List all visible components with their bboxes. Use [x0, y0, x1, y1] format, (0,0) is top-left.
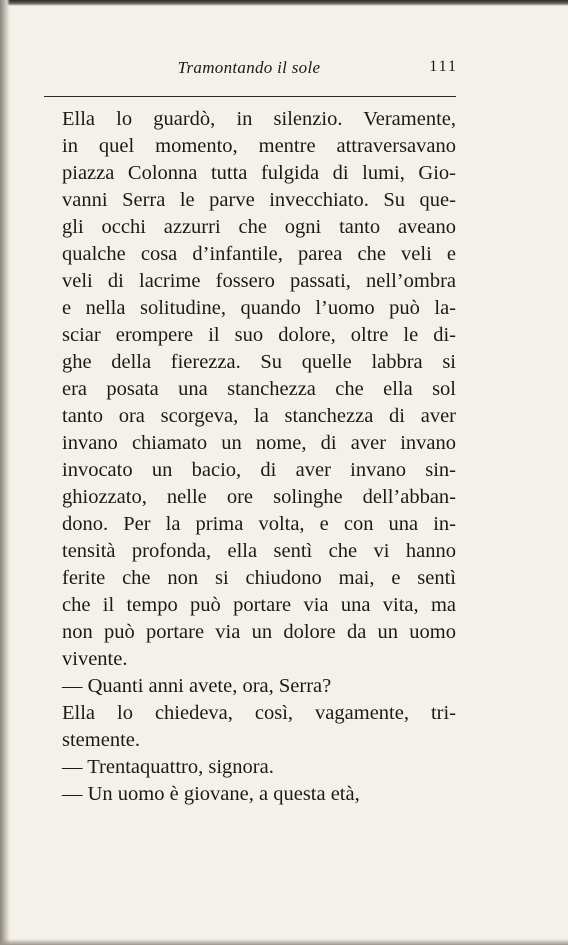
dialogue-text: — Quanti anni avete, ora, Serra? [62, 675, 332, 697]
page-edge-bottom [0, 939, 568, 945]
text-line: tanto ora scorgeva, la stanchezza di aver [62, 405, 456, 427]
dialogue-text: — Un uomo è giovane, a questa età, [62, 783, 360, 805]
text-line: sciar erompere il suo dolore, oltre le di- [62, 324, 456, 346]
text-line: veli di lacrime fossero passati, nell’ombra [62, 270, 456, 292]
dialogue-line-2 [62, 754, 456, 781]
paragraph-1 [62, 106, 456, 673]
page-number: 111 [429, 58, 458, 75]
text-line: tensità profonda, ella sentì che vi hanno [62, 540, 456, 562]
text-line: e nella solitudine, quando l’uomo può la- [62, 297, 456, 319]
header-rule [44, 96, 456, 97]
text-line: che il tempo può portare via una vita, ma [62, 594, 456, 616]
paragraph-2 [62, 700, 456, 754]
text-line: stemente. [62, 729, 140, 751]
text-line: piazza Colonna tutta fulgida di lumi, Gio- [62, 162, 456, 184]
page-edge-top [0, 0, 568, 6]
text-line: vanni Serra le parve invecchiato. Su que- [62, 189, 456, 211]
page-edge-left [0, 0, 10, 945]
running-title: Tramontando il sole [177, 58, 321, 77]
body-text [62, 106, 456, 808]
text-line: ferite che non si chiudono mai, e sentì [62, 567, 456, 589]
running-head [40, 58, 458, 88]
text-line: in quel momento, mentre attraversavano [62, 135, 456, 157]
dialogue-text: — Trentaquattro, signora. [62, 756, 274, 778]
dialogue-line-3 [62, 781, 456, 808]
text-line: vivente. [62, 648, 128, 670]
text-line: non può portare via un dolore da un uomo [62, 621, 456, 643]
text-line: era posata una stanchezza che ella sol [62, 378, 456, 400]
text-line: Ella lo guardò, in silenzio. Veramente, [62, 108, 456, 130]
dialogue-line-1 [62, 673, 456, 700]
text-line: invano chiamato un nome, di aver invano [62, 432, 456, 454]
text-line: qualche cosa d’infantile, parea che veli e [62, 243, 456, 265]
text-line: Ella lo chiedeva, così, vagamente, tri- [62, 702, 456, 724]
text-line: ghiozzato, nelle ore solinghe dell’abban- [62, 486, 456, 508]
text-line: gli occhi azzurri che ogni tanto aveano [62, 216, 456, 238]
text-line: invocato un bacio, di aver invano sin- [62, 459, 456, 481]
text-line: ghe della fierezza. Su quelle labbra si [62, 351, 456, 373]
text-line: dono. Per la prima volta, e con una in- [62, 513, 456, 535]
